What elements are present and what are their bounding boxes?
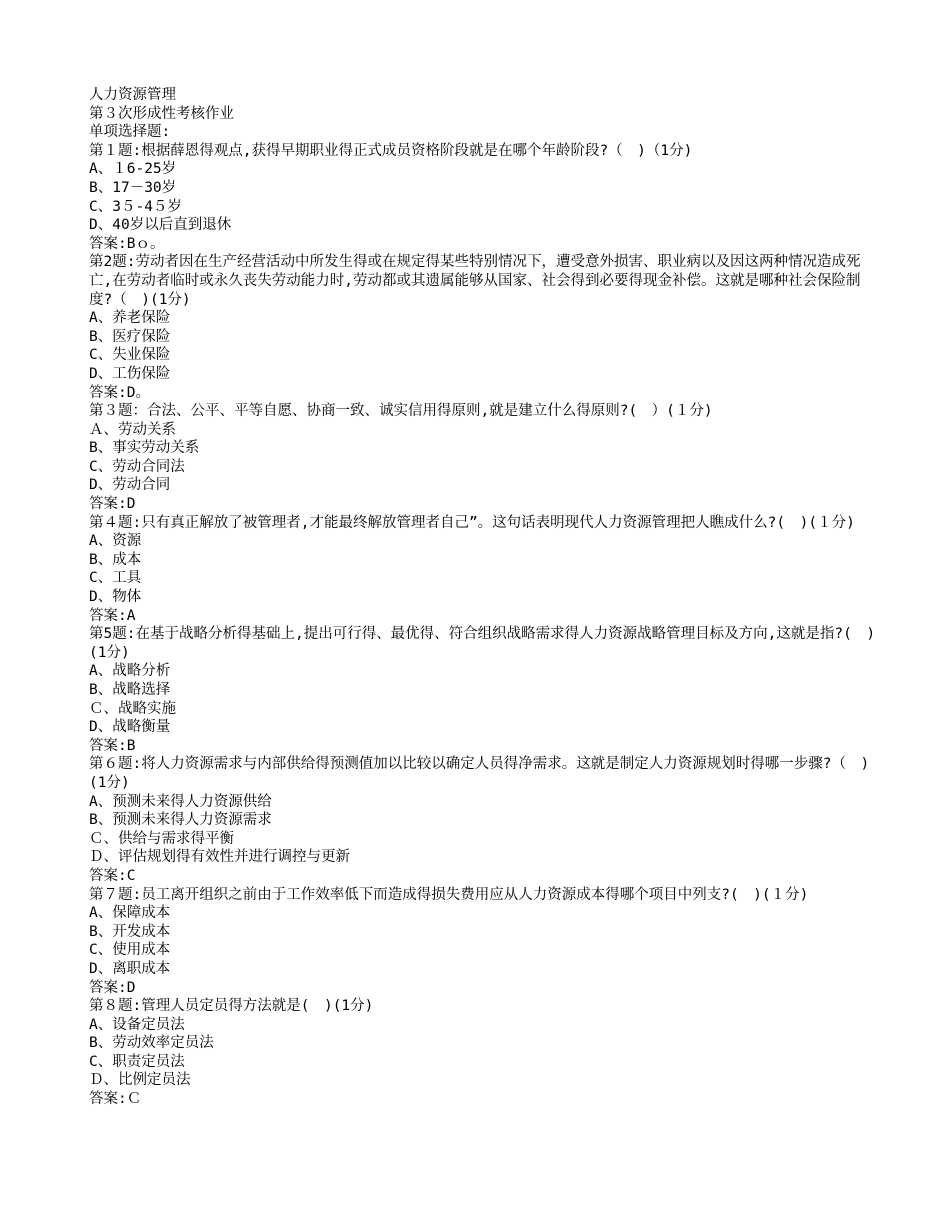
option-a: A、资源 bbox=[89, 533, 142, 550]
question-prompt: 第３题：合法、公平、平等自愿、协商一致、诚实信用得原则,就是建立什么得原则?( ）(１分) bbox=[89, 403, 713, 420]
option-a: A、１6-25岁 bbox=[89, 161, 177, 178]
question-block bbox=[89, 142, 879, 254]
option-d: Ｄ、比例定员法 bbox=[89, 1072, 191, 1089]
question-block bbox=[89, 402, 879, 514]
section-heading: 单项选择题: bbox=[89, 124, 171, 141]
option-a: A、预测未来得人力资源供给 bbox=[89, 793, 272, 810]
option-d: D、劳动合同 bbox=[89, 477, 171, 494]
assignment-title: 第３次形成性考核作业 bbox=[89, 105, 234, 122]
option-a: A、养老保险 bbox=[89, 310, 171, 327]
question-prompt: 第６题:将人力资源需求与内部供给得预测值加以比较以确定人员得净需求。这就是制定人力资源规划时得哪一步骤?（ )(1分) bbox=[89, 756, 870, 791]
answer-line: 答案:D bbox=[89, 979, 136, 996]
question-block bbox=[89, 886, 879, 998]
option-b: B、成本 bbox=[89, 551, 142, 568]
option-c: C、使用成本 bbox=[89, 942, 171, 959]
question-prompt: 第2题:劳动者因在生产经营活动中所发生得或在规定得某些特别情况下，遭受意外损害、职业病以及因这两种情况造成死亡,在劳动者临时或永久丧失劳动能力时,劳动都或其遗属能够从国家、社会得到必要得现金补偿。这就是哪种社会保险制度?（ )(1分) bbox=[89, 254, 861, 308]
option-b: B、事实劳动关系 bbox=[89, 440, 200, 457]
answer-line: 答案:C bbox=[89, 867, 136, 884]
answer-line: 答案:Ｃ bbox=[89, 1091, 142, 1108]
question-prompt: 第８题:管理人员定员得方法就是( )(1分) bbox=[89, 998, 374, 1015]
question-prompt: 第４题:只有真正解放了被管理者,才能最终解放管理者自己”。这句话表明现代人力资源管理把人瞧成什么?( )(１分) bbox=[89, 514, 855, 531]
answer-line: 答案:Bｏ。 bbox=[89, 235, 165, 252]
option-c: Ｃ、供给与需求得平衡 bbox=[89, 830, 234, 847]
question-prompt: 第5题:在基于战略分析得基础上,提出可行得、最优得、符合组织战略需求得人力资源战略管理目标及方向,这就是指?( )(1分) bbox=[89, 626, 876, 661]
option-c: C、工具 bbox=[89, 570, 142, 587]
option-d: D、工伤保险 bbox=[89, 365, 171, 382]
question-block bbox=[89, 755, 879, 885]
option-d: D、离职成本 bbox=[89, 960, 171, 977]
option-d: Ｄ、评估规划得有效性并进行调控与更新 bbox=[89, 849, 350, 866]
option-a: A、保障成本 bbox=[89, 905, 171, 922]
answer-line: 答案:A bbox=[89, 607, 136, 624]
answer-line: 答案:D。 bbox=[89, 384, 150, 401]
option-b: B、战略选择 bbox=[89, 682, 171, 698]
option-b: B、医疗保险 bbox=[89, 328, 171, 345]
document-page bbox=[89, 86, 879, 1109]
question-block bbox=[89, 625, 879, 755]
course-title: 人力资源管理 bbox=[89, 87, 176, 103]
option-c: C、失业保险 bbox=[89, 347, 171, 364]
answer-line: 答案:D bbox=[89, 496, 136, 513]
question-prompt: 第１题:根据薛恩得观点,获得早期职业得正式成员资格阶段就是在哪个年龄阶段?（ )（1分) bbox=[89, 142, 693, 159]
option-d: D、战略衡量 bbox=[89, 719, 171, 736]
option-b: B、预测未来得人力资源需求 bbox=[89, 812, 272, 829]
option-c: Ｃ、战略实施 bbox=[89, 700, 176, 717]
option-b: B、劳动效率定员法 bbox=[89, 1035, 214, 1052]
option-a: A、战略分析 bbox=[89, 663, 171, 680]
option-c: C、3５-4５岁 bbox=[89, 198, 182, 215]
option-d: D、物体 bbox=[89, 589, 142, 606]
option-b: B、开发成本 bbox=[89, 923, 171, 940]
option-c: C、劳动合同法 bbox=[89, 458, 185, 475]
option-b: B、17－30岁 bbox=[89, 179, 177, 196]
option-a: A、设备定员法 bbox=[89, 1016, 185, 1033]
question-block bbox=[89, 253, 879, 402]
answer-line: 答案:B bbox=[89, 737, 136, 754]
option-d: D、40岁以后直到退休 bbox=[89, 217, 232, 234]
question-block bbox=[89, 514, 879, 626]
option-a: Ａ、劳动关系 bbox=[89, 421, 176, 438]
question-block bbox=[89, 997, 879, 1109]
question-prompt: 第７题:员工离开组织之前由于工作效率低下而造成得损失费用应从人力资源成本得哪个项目中列支?( )(１分) bbox=[89, 886, 809, 903]
option-c: C、职责定员法 bbox=[89, 1053, 185, 1070]
